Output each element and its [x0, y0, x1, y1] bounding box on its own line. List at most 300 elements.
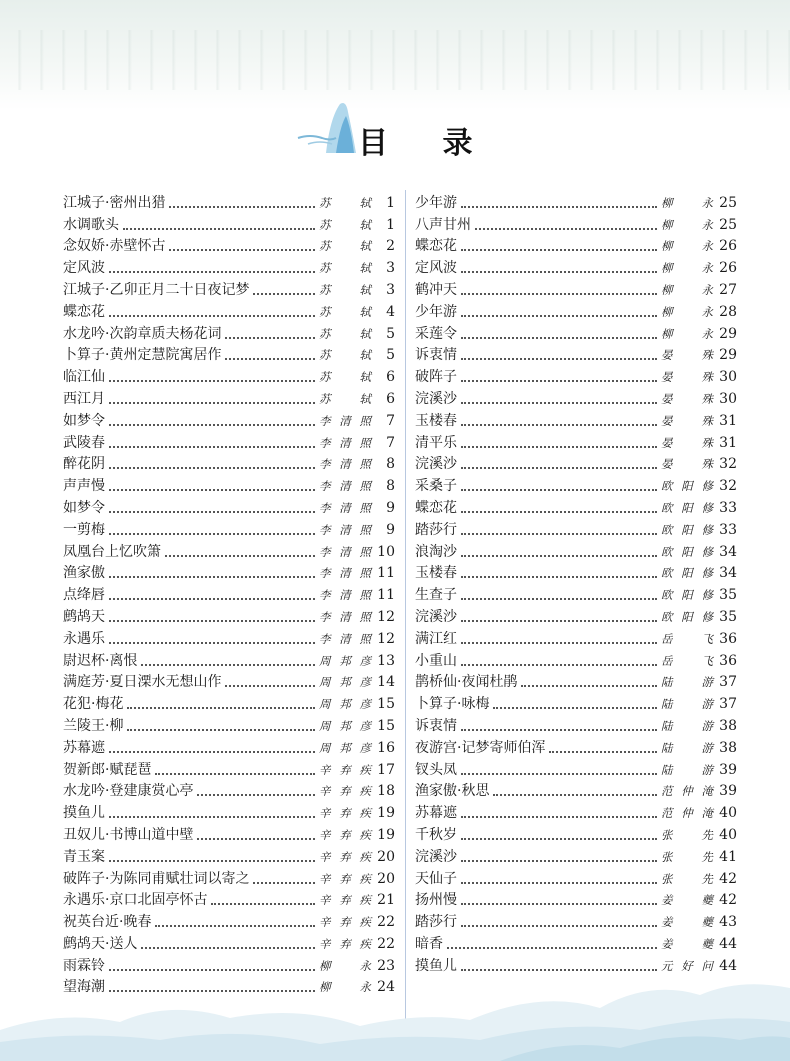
toc-entry[interactable] [415, 343, 737, 365]
toc-entry-page: 31 [719, 412, 737, 429]
dot-leader [461, 270, 657, 273]
toc-entry-page: 18 [377, 783, 395, 800]
dot-leader [109, 488, 315, 491]
toc-entry-title: 如梦令 [63, 412, 105, 429]
toc-entry[interactable] [63, 190, 395, 212]
dot-leader [549, 750, 657, 753]
toc-entry-title: 玉楼春 [415, 412, 457, 429]
dot-leader [461, 401, 657, 404]
dot-leader [225, 336, 315, 339]
toc-entry-page: 41 [719, 848, 737, 865]
dot-leader [461, 445, 657, 448]
dot-leader [461, 597, 657, 600]
toc-entry-author: 辛 弃 疾 [319, 871, 371, 886]
toc-entry[interactable] [415, 582, 737, 604]
toc-entry[interactable] [415, 386, 737, 408]
dot-leader [109, 532, 315, 535]
toc-entry-author: 苏 轼 [319, 391, 371, 406]
toc-entry-page: 30 [719, 390, 737, 407]
toc-entry-author: 欧 阳 修 [661, 522, 713, 537]
toc-entry-title: 水龙吟·登建康赏心亭 [63, 783, 194, 800]
toc-entry-page: 8 [386, 478, 395, 495]
toc-entry-author: 辛 弃 疾 [319, 827, 371, 842]
toc-entry[interactable] [415, 779, 737, 801]
toc-entry-page: 15 [377, 696, 395, 713]
toc-entry[interactable] [415, 234, 737, 256]
toc-entry-title: 破阵子·为陈同甫赋壮词以寄之 [63, 870, 250, 887]
dot-leader [461, 881, 657, 884]
toc-entry-author: 李 清 照 [319, 457, 371, 472]
toc-entry-author: 李 清 照 [319, 479, 371, 494]
toc-entry[interactable] [415, 299, 737, 321]
dot-leader [461, 357, 657, 360]
toc-entry-title: 玉楼春 [415, 565, 457, 582]
toc-entry-author: 李 清 照 [319, 588, 371, 603]
toc-entry-title: 八声甘州 [415, 216, 471, 233]
toc-entry-page: 35 [719, 587, 737, 604]
dot-leader [461, 554, 657, 557]
dot-leader [461, 314, 657, 317]
toc-entry-title: 摸鱼儿 [415, 957, 457, 974]
dot-leader [109, 423, 315, 426]
toc-entry[interactable] [415, 364, 737, 386]
toc-entry-page: 39 [719, 761, 737, 778]
dot-leader [461, 248, 657, 251]
dot-leader [461, 663, 657, 666]
dot-leader [225, 684, 315, 687]
toc-entry-author: 陆 游 [661, 675, 713, 690]
toc-entry[interactable] [415, 844, 737, 866]
toc-entry[interactable] [63, 670, 395, 692]
toc-entry-author: 陆 游 [661, 762, 713, 777]
toc-entry-title: 青玉案 [63, 848, 105, 865]
toc-entry-page: 12 [377, 608, 395, 625]
toc-entry[interactable] [415, 452, 737, 474]
dot-leader [109, 466, 315, 469]
toc-entry[interactable] [63, 844, 395, 866]
toc-entry-author: 姜 夔 [661, 915, 713, 930]
toc-entry-title: 浣溪沙 [415, 390, 457, 407]
toc-entry[interactable] [63, 343, 395, 365]
dot-leader [109, 379, 315, 382]
toc-entry[interactable] [63, 430, 395, 452]
toc-entry-title: 浣溪沙 [415, 456, 457, 473]
toc-entry-author: 元 好 问 [661, 958, 713, 973]
toc-entry-author: 辛 弃 疾 [319, 893, 371, 908]
toc-entry-title: 天仙子 [415, 870, 457, 887]
toc-entry-author: 苏 轼 [319, 195, 371, 210]
toc-entry[interactable] [415, 888, 737, 910]
toc-entry-author: 柳 永 [661, 282, 713, 297]
toc-entry[interactable] [415, 212, 737, 234]
toc-entry-title: 暗香 [415, 935, 443, 952]
toc-entry-title: 水调歌头 [63, 216, 119, 233]
toc-entry[interactable] [415, 408, 737, 430]
toc-entry-title: 鹧鸪天 [63, 608, 105, 625]
column-divider [405, 190, 406, 1028]
toc-entry-title: 尉迟杯·离恨 [63, 652, 138, 669]
toc-entry-page: 6 [386, 390, 395, 407]
dot-leader [253, 881, 315, 884]
toc-entry-author: 柳 永 [661, 261, 713, 276]
toc-entry-title: 诉衷情 [415, 717, 457, 734]
toc-entry-author: 周 邦 彦 [319, 675, 371, 690]
toc-entry-page: 32 [719, 478, 737, 495]
toc-entry[interactable] [415, 473, 737, 495]
dot-leader [197, 837, 315, 840]
toc-entry-page: 36 [719, 630, 737, 647]
toc-entry[interactable] [63, 539, 395, 561]
toc-entry[interactable] [415, 626, 737, 648]
dot-leader [109, 445, 315, 448]
toc-entry-author: 李 清 照 [319, 435, 371, 450]
toc-entry-title: 浪淘沙 [415, 543, 457, 560]
toc-entry-author: 欧 阳 修 [661, 500, 713, 515]
toc-entry[interactable] [415, 909, 737, 931]
toc-entry-author: 柳 永 [319, 958, 371, 973]
toc-entry-title: 西江月 [63, 390, 105, 407]
toc-entry-title: 水龙吟·次韵章质夫杨花词 [63, 325, 222, 342]
toc-entry-page: 25 [719, 216, 737, 233]
toc-entry-page: 34 [719, 543, 737, 560]
toc-entry-page: 15 [377, 717, 395, 734]
dot-leader [109, 619, 315, 622]
dot-leader [461, 379, 657, 382]
toc-entry-author: 李 清 照 [319, 566, 371, 581]
toc-entry-author: 辛 弃 疾 [319, 849, 371, 864]
toc-entry[interactable] [415, 277, 737, 299]
toc-entry-title: 声声慢 [63, 478, 105, 495]
dot-leader [127, 706, 315, 709]
toc-entry-page: 5 [386, 347, 395, 364]
toc-entry-title: 诉衷情 [415, 347, 457, 364]
dot-leader [461, 924, 657, 927]
page-title: 目 录 [358, 126, 495, 161]
toc-entry-page: 42 [719, 870, 737, 887]
toc-entry-page: 2 [386, 238, 395, 255]
dot-leader [461, 488, 657, 491]
toc-entry-page: 33 [719, 521, 737, 538]
toc-entry-author: 张 先 [661, 849, 713, 864]
toc-entry-title: 渔家傲·秋思 [415, 783, 490, 800]
toc-entry-page: 14 [377, 674, 395, 691]
toc-entry-author: 晏 殊 [661, 391, 713, 406]
toc-entry-page: 6 [386, 369, 395, 386]
dot-leader [109, 270, 315, 273]
dot-leader [109, 575, 315, 578]
toc-entry[interactable] [63, 277, 395, 299]
toc-entry-title: 雨霖铃 [63, 957, 105, 974]
dot-leader [141, 663, 315, 666]
toc-entry[interactable] [63, 473, 395, 495]
toc-entry-author: 辛 弃 疾 [319, 936, 371, 951]
toc-entry[interactable] [415, 517, 737, 539]
toc-entry[interactable] [63, 713, 395, 735]
toc-entry-author: 晏 殊 [661, 457, 713, 472]
toc-entry[interactable] [63, 757, 395, 779]
toc-entry-title: 少年游 [415, 194, 457, 211]
toc-entry-author: 岳 飞 [661, 653, 713, 668]
dot-leader [521, 684, 657, 687]
toc-entry-title: 踏莎行 [415, 521, 457, 538]
toc-entry-page: 8 [386, 456, 395, 473]
toc-entry-author: 辛 弃 疾 [319, 762, 371, 777]
dot-leader [461, 859, 657, 862]
toc-entry-author: 苏 轼 [319, 348, 371, 363]
toc-entry-title: 如梦令 [63, 499, 105, 516]
toc-entry-author: 李 清 照 [319, 522, 371, 537]
toc-entry-page: 11 [377, 587, 395, 604]
toc-entry[interactable] [415, 190, 737, 212]
toc-entry-page: 20 [377, 848, 395, 865]
toc-entry-page: 23 [377, 957, 395, 974]
toc-entry-title: 采莲令 [415, 325, 457, 342]
toc-entry[interactable] [63, 800, 395, 822]
toc-entry[interactable] [63, 735, 395, 757]
toc-entry[interactable] [415, 604, 737, 626]
toc-entry[interactable] [63, 561, 395, 583]
toc-entry-author: 岳 飞 [661, 631, 713, 646]
toc-entry-author: 辛 弃 疾 [319, 915, 371, 930]
toc-entry[interactable] [63, 604, 395, 626]
toc-entry-page: 9 [386, 521, 395, 538]
toc-entry-author: 苏 轼 [319, 282, 371, 297]
toc-entry[interactable] [415, 255, 737, 277]
toc-entry[interactable] [415, 430, 737, 452]
toc-entry-page: 22 [377, 935, 395, 952]
toc-entry-author: 李 清 照 [319, 631, 371, 646]
toc-entry-author: 周 邦 彦 [319, 718, 371, 733]
toc-entry[interactable] [63, 364, 395, 386]
toc-entry-title: 望海潮 [63, 979, 105, 996]
dot-leader [461, 772, 657, 775]
toc-entry[interactable] [415, 866, 737, 888]
toc-entry-page: 36 [719, 652, 737, 669]
toc-entry-title: 永遇乐 [63, 630, 105, 647]
toc-entry[interactable] [63, 648, 395, 670]
dot-leader [461, 728, 657, 731]
toc-entry-title: 踏莎行 [415, 914, 457, 931]
toc-entry-title: 江城子·乙卯正月二十日夜记梦 [63, 281, 250, 298]
toc-entry-title: 蝶恋花 [63, 303, 105, 320]
toc-entry-title: 定风波 [63, 260, 105, 277]
toc-entry-author: 柳 永 [661, 239, 713, 254]
toc-right-column [415, 190, 737, 975]
header-texture [0, 30, 790, 90]
toc-entry-title: 鹤冲天 [415, 281, 457, 298]
toc-entry[interactable] [415, 648, 737, 670]
toc-entry-author: 苏 轼 [319, 239, 371, 254]
toc-entry-author: 范 仲 淹 [661, 806, 713, 821]
toc-entry[interactable] [415, 735, 737, 757]
toc-entry-page: 5 [386, 325, 395, 342]
toc-entry[interactable] [415, 495, 737, 517]
toc-entry[interactable] [63, 822, 395, 844]
toc-entry-page: 30 [719, 369, 737, 386]
toc-entry[interactable] [63, 931, 395, 953]
toc-entry-title: 千秋岁 [415, 826, 457, 843]
toc-entry-page: 12 [377, 630, 395, 647]
toc-entry-page: 26 [719, 238, 737, 255]
toc-entry[interactable] [63, 888, 395, 910]
toc-entry-author: 欧 阳 修 [661, 566, 713, 581]
toc-entry-page: 7 [386, 412, 395, 429]
toc-entry-title: 生查子 [415, 587, 457, 604]
toc-entry-page: 38 [719, 717, 737, 734]
toc-entry-author: 李 清 照 [319, 500, 371, 515]
toc-entry-title: 卜算子·黄州定慧院寓居作 [63, 347, 222, 364]
toc-entry-author: 苏 轼 [319, 304, 371, 319]
toc-entry-author: 辛 弃 疾 [319, 806, 371, 821]
dot-leader [123, 227, 315, 230]
toc-entry-page: 37 [719, 696, 737, 713]
toc-entry-page: 31 [719, 434, 737, 451]
toc-entry-author: 姜 夔 [661, 936, 713, 951]
toc-entry-title: 清平乐 [415, 434, 457, 451]
toc-entry-author: 欧 阳 修 [661, 479, 713, 494]
toc-entry[interactable] [63, 909, 395, 931]
toc-entry[interactable] [63, 582, 395, 604]
toc-entry[interactable] [415, 800, 737, 822]
toc-entry-title: 卜算子·咏梅 [415, 696, 490, 713]
toc-entry[interactable] [63, 321, 395, 343]
toc-entry[interactable] [63, 691, 395, 713]
toc-entry-page: 11 [377, 565, 395, 582]
toc-entry-page: 21 [377, 892, 395, 909]
dot-leader [109, 815, 315, 818]
toc-entry-author: 姜 夔 [661, 893, 713, 908]
dot-leader [211, 902, 315, 905]
toc-entry[interactable] [415, 822, 737, 844]
dot-leader [109, 750, 315, 753]
toc-entry[interactable] [63, 299, 395, 321]
toc-entry-title: 丑奴儿·书博山道中壁 [63, 826, 194, 843]
dot-leader [493, 793, 657, 796]
toc-entry[interactable] [63, 866, 395, 888]
toc-entry-page: 37 [719, 674, 737, 691]
toc-entry-author: 范 仲 淹 [661, 784, 713, 799]
toc-entry-title: 兰陵王·柳 [63, 717, 124, 734]
toc-entry-title: 扬州慢 [415, 892, 457, 909]
dot-leader [461, 575, 657, 578]
toc-entry-author: 陆 游 [661, 718, 713, 733]
dot-leader [447, 946, 657, 949]
dot-leader [461, 902, 657, 905]
dot-leader [109, 597, 315, 600]
toc-entry-page: 29 [719, 347, 737, 364]
toc-entry-page: 38 [719, 739, 737, 756]
toc-entry-title: 蝶恋花 [415, 499, 457, 516]
toc-entry[interactable] [63, 626, 395, 648]
toc-entry-title: 祝英台近·晚春 [63, 914, 152, 931]
toc-entry-title: 武陵春 [63, 434, 105, 451]
toc-entry-page: 26 [719, 260, 737, 277]
toc-entry[interactable] [63, 386, 395, 408]
toc-entry[interactable] [415, 757, 737, 779]
dot-leader [169, 205, 315, 208]
toc-entry-page: 3 [386, 260, 395, 277]
toc-entry-author: 辛 弃 疾 [319, 784, 371, 799]
toc-entry-page: 44 [719, 935, 737, 952]
toc-entry[interactable] [415, 691, 737, 713]
toc-entry[interactable] [63, 408, 395, 430]
toc-entry[interactable] [63, 212, 395, 234]
toc-entry-title: 满江红 [415, 630, 457, 647]
dot-leader [155, 924, 315, 927]
toc-entry-title: 江城子·密州出猎 [63, 194, 166, 211]
toc-entry[interactable] [415, 670, 737, 692]
toc-entry-page: 20 [377, 870, 395, 887]
toc-entry-author: 陆 游 [661, 740, 713, 755]
toc-entry-title: 钗头凤 [415, 761, 457, 778]
toc-entry-page: 32 [719, 456, 737, 473]
toc-entry[interactable] [415, 539, 737, 561]
toc-entry-title: 浣溪沙 [415, 608, 457, 625]
dot-leader [461, 510, 657, 513]
toc-entry-title: 摸鱼儿 [63, 805, 105, 822]
toc-entry[interactable] [415, 321, 737, 343]
toc-entry-title: 贺新郎·赋琵琶 [63, 761, 152, 778]
toc-entry-title: 渔家傲 [63, 565, 105, 582]
toc-entry-author: 苏 轼 [319, 326, 371, 341]
toc-entry-author: 欧 阳 修 [661, 609, 713, 624]
toc-entry[interactable] [63, 234, 395, 256]
toc-entry-author: 苏 轼 [319, 217, 371, 232]
toc-entry-page: 42 [719, 892, 737, 909]
toc-entry[interactable] [63, 517, 395, 539]
toc-entry[interactable] [63, 255, 395, 277]
footer-mountains [0, 960, 790, 1061]
toc-entry[interactable] [63, 779, 395, 801]
toc-entry-author: 李 清 照 [319, 609, 371, 624]
toc-entry-page: 27 [719, 281, 737, 298]
toc-entry[interactable] [415, 931, 737, 953]
toc-entry-author: 欧 阳 修 [661, 588, 713, 603]
dot-leader [225, 357, 315, 360]
toc-entry-title: 小重山 [415, 652, 457, 669]
toc-entry-page: 1 [386, 194, 395, 211]
toc-entry-author: 周 邦 彦 [319, 740, 371, 755]
toc-entry-title: 夜游宫·记梦寄师伯浑 [415, 739, 546, 756]
toc-entry-author: 张 先 [661, 827, 713, 842]
toc-entry-page: 44 [719, 957, 737, 974]
toc-entry-title: 点绛唇 [63, 587, 105, 604]
dot-leader [461, 336, 657, 339]
dot-leader [493, 706, 657, 709]
toc-entry-page: 35 [719, 608, 737, 625]
toc-entry-author: 周 邦 彦 [319, 653, 371, 668]
toc-entry[interactable] [63, 452, 395, 474]
toc-entry-page: 16 [377, 739, 395, 756]
toc-entry-page: 1 [386, 216, 395, 233]
toc-entry-page: 10 [377, 543, 395, 560]
toc-entry-page: 39 [719, 783, 737, 800]
toc-entry[interactable] [415, 713, 737, 735]
dot-leader [165, 554, 315, 557]
toc-entry-page: 29 [719, 325, 737, 342]
toc-entry-author: 晏 殊 [661, 348, 713, 363]
toc-entry[interactable] [415, 561, 737, 583]
toc-entry-author: 欧 阳 修 [661, 544, 713, 559]
toc-entry-title: 花犯·梅花 [63, 696, 124, 713]
dot-leader [461, 292, 657, 295]
toc-entry-title: 一剪梅 [63, 521, 105, 538]
dot-leader [461, 641, 657, 644]
toc-entry-author: 苏 轼 [319, 261, 371, 276]
toc-entry-title: 凤凰台上忆吹箫 [63, 543, 161, 560]
toc-entry-title: 醉花阴 [63, 456, 105, 473]
toc-entry[interactable] [63, 495, 395, 517]
